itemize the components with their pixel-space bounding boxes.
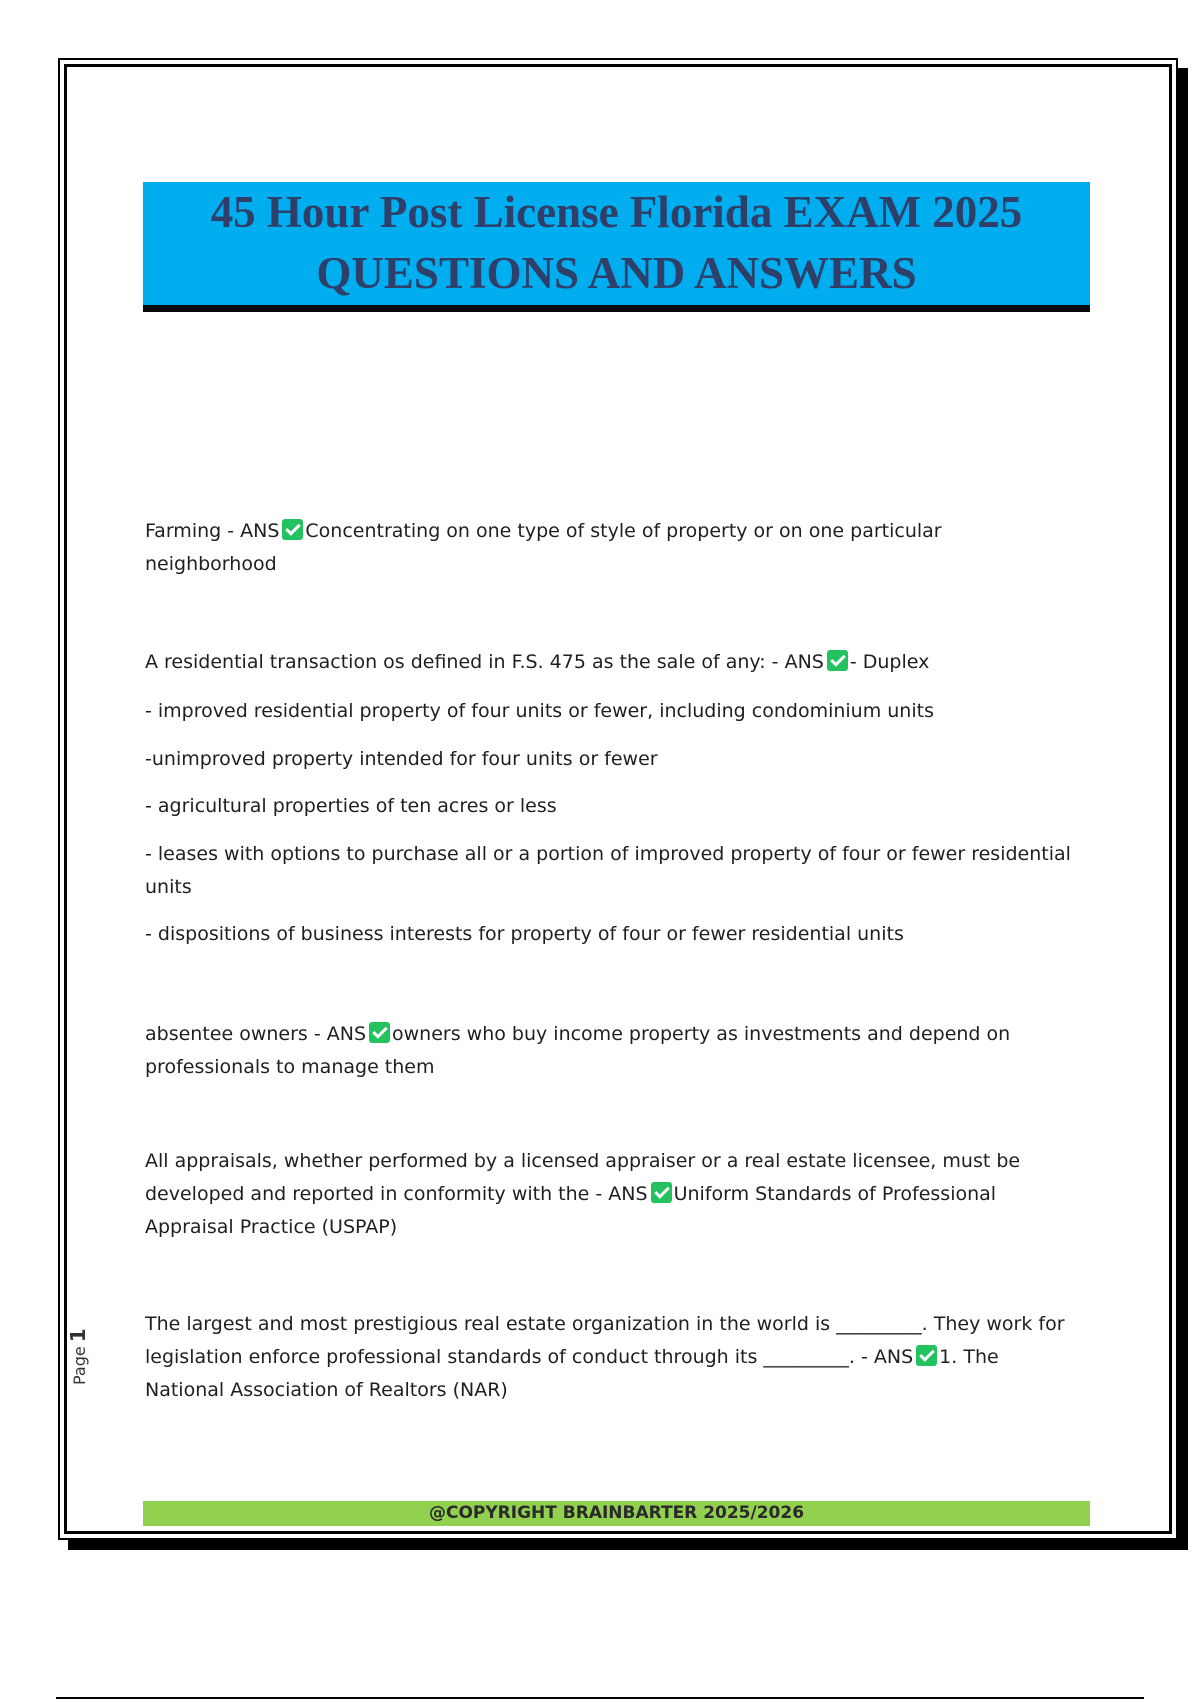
check-mark-icon — [651, 1182, 672, 1203]
answer-list-item: - agricultural properties of ten acres or less — [145, 795, 557, 817]
check-mark-icon — [827, 650, 848, 671]
question-text: All appraisals, whether performed by a licensed appraiser or a real estate licensee, must be developed and reported in conformity with the - ANS — [145, 1150, 1021, 1205]
qa-item-absentee-owners — [145, 1018, 1075, 1084]
check-mark-icon — [369, 1022, 390, 1043]
title-line-2: QUESTIONS AND ANSWERS — [316, 248, 917, 298]
title-banner — [143, 182, 1090, 312]
page-number-label — [66, 1315, 88, 1385]
check-mark-icon — [916, 1345, 937, 1366]
answer-list-item: - improved residential property of four units or fewer, including condominium units — [145, 700, 934, 722]
question-text: absentee owners - ANS — [145, 1023, 367, 1045]
copyright-footer: @COPYRIGHT BRAINBARTER 2025/2026 — [143, 1501, 1090, 1526]
qa-item-residential-transaction — [145, 646, 1075, 679]
answer-list-item: - dispositions of business interests for property of four or fewer residential units — [145, 923, 904, 945]
qa-item-farming — [145, 515, 1075, 581]
answer-text: Uniform Standards of Professional Appraisal Practice (USPAP) — [145, 1183, 997, 1238]
answer-list-item: -unimproved property intended for four units or fewer — [145, 748, 658, 770]
answer-text: - Duplex — [849, 651, 930, 673]
page-label-text: Page — [70, 1346, 89, 1385]
title-line-1: 45 Hour Post License Florida EXAM 2025 — [210, 187, 1023, 237]
answer-list-item: - leases with options to purchase all or a portion of improved property of four or fewer residential units — [145, 843, 1071, 898]
question-text: The largest and most prestigious real estate organization in the world is _________. They work for legislation enforce professional standards of conduct through its _________. - ANS — [145, 1313, 1065, 1368]
check-mark-icon — [282, 519, 303, 540]
question-text: Farming - ANS — [145, 520, 280, 542]
qa-item-appraisals — [145, 1145, 1075, 1244]
answer-text: 1. The National Association of Realtors (NAR) — [145, 1346, 999, 1401]
answer-text: owners who buy income property as investments and depend on professionals to manage them — [145, 1023, 1011, 1078]
question-text: A residential transaction os defined in F.S. 475 as the sale of any: - ANS — [145, 651, 824, 673]
bottom-divider — [56, 1697, 1144, 1699]
page-number: 1 — [66, 1328, 90, 1343]
qa-item-realtor-organization — [145, 1308, 1075, 1407]
answer-text: Concentrating on one type of style of property or on one particular neighborhood — [145, 520, 942, 575]
